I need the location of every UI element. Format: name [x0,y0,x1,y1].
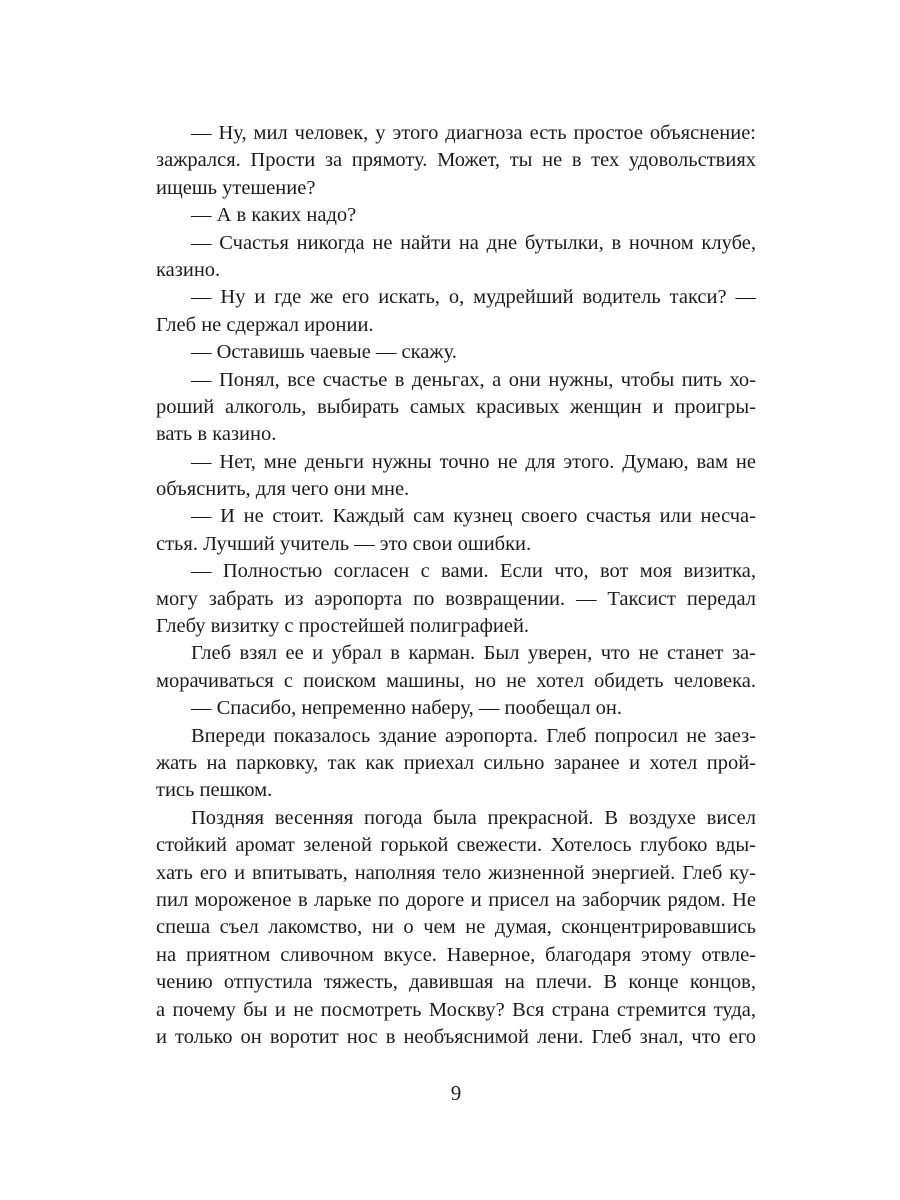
text-line: — Оставишь чаевые — скажу. [191,341,457,364]
text-line: — Спасибо, непременно наберу, — пообещал он. [191,697,623,720]
text-line: а почему бы и не посмотреть Москву? Вся страна стремится туда, [156,998,756,1021]
text-line: могу забрать из аэропорта по возвращении. — Таксист передал [156,587,756,610]
text-line: морачиваться с поиском машины, но не хотел обидеть человека. [156,669,756,692]
text-line: — Нет, мне деньги нужны точно не для этого. Думаю, вам не [191,450,756,473]
text-line: — Ну, мил человек, у этого диагноза есть простое объяснение: [191,122,756,144]
text-line: казино. [156,258,221,281]
text-line: Глеб не сдержал иронии. [156,313,374,336]
text-line: — А в каких надо? [191,204,357,227]
text-line: и только он воротит нос в необъяснимой лени. Глеб знал, что его [156,1025,756,1048]
text-line: — Счастья никогда не найти на дне бутылки, в ночном клубе, [191,231,756,254]
text-line: объяснить, для чего они мне. [156,478,410,501]
text-line: — Ну и где же его искать, о, мудрейший водитель такси? — [191,286,756,309]
text-line: Впереди показалось здание аэропорта. Глеб попросил не заез- [191,724,756,747]
text-line: пил мороженое в ларьке по дороге и присел на заборчик рядом. Не [156,888,756,911]
text-line: зажрался. Прости за прямоту. Может, ты не в тех удовольствиях [156,149,756,172]
text-line: хать его и впитывать, наполняя тело жизненной энергией. Глеб ку- [156,861,756,884]
text-line: — И не стоит. Каждый сам кузнец своего счастья или несча- [191,505,756,528]
text-line: стья. Лучший учитель — это свои ошибки. [156,532,532,555]
text-line: чению отпустила тяжесть, давившая на плечи. В конце концов, [156,971,756,994]
text-line: жать на парковку, так как приехал сильно заранее и хотел прой- [156,751,756,774]
text-line: — Полностью согласен с вами. Если что, вот моя визитка, [191,560,756,583]
page-text [156,120,756,1051]
text-line: спеша съел лакомство, ни о чем не думая, сконцентрировавшись [156,916,756,939]
text-line: тись пешком. [156,779,273,802]
text-line: роший алкоголь, выбирать самых красивых женщин и проигры- [156,395,756,418]
text-line: Глеб взял ее и убрал в карман. Был уверен, что не станет за- [191,642,756,665]
text-line: Глебу визитку с простейшей полиграфией. [156,615,530,638]
page-number: 9 [450,1081,462,1105]
text-line: — Понял, все счастье в деньгах, а они нужны, чтобы пить хо- [191,368,756,391]
text-line: Поздняя весенняя погода была прекрасной. В воздухе висел [191,806,756,829]
text-line: на приятном сливочном вкусе. Наверное, благодаря этому отвле- [156,943,756,966]
text-line: стойкий аромат зеленой горькой свежести. Хотелось глубоко вды- [156,834,756,857]
text-line: ищешь утешение? [156,176,316,199]
text-line: вать в казино. [156,423,277,446]
